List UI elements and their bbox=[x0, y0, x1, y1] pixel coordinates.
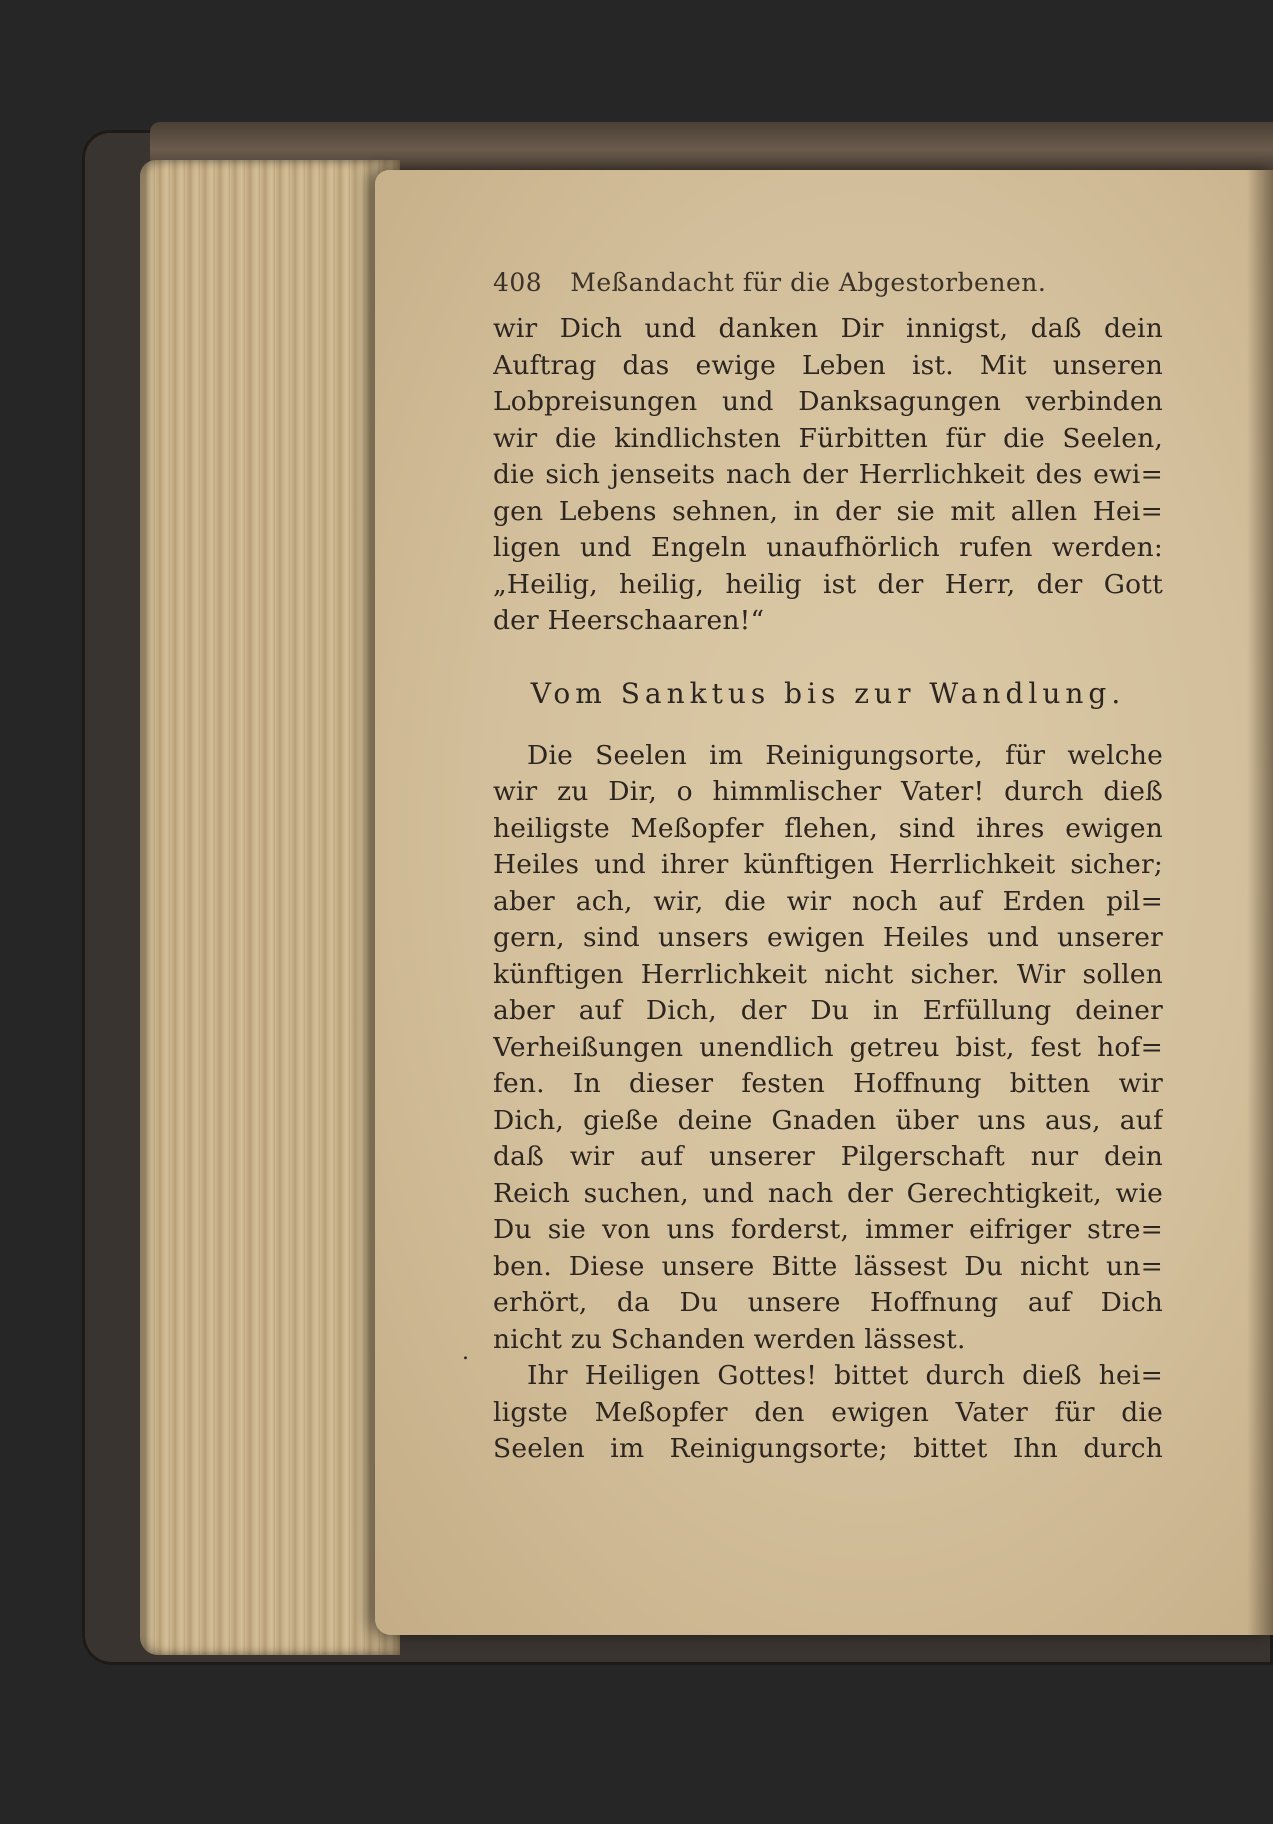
paragraph-2 bbox=[493, 738, 1163, 1359]
text-line: ligste Meßopfer den ewigen Vater für die bbox=[493, 1396, 1163, 1428]
margin-dot: . bbox=[462, 1340, 469, 1365]
text-line: ligen und Engeln unaufhörlich rufen werden: bbox=[493, 532, 1163, 563]
text-line: Lobpreisungen und Danksagungen verbinden bbox=[493, 386, 1163, 417]
text-line: heiligste Meßopfer flehen, sind ihres ewigen bbox=[493, 812, 1163, 844]
text-line: Auftrag das ewige Leben ist. Mit unseren bbox=[493, 349, 1163, 381]
text-line: gern, sind unsers ewigen Heiles und unserer bbox=[493, 922, 1163, 953]
text-line: Die Seelen im Reinigungsorte, für welche bbox=[527, 739, 1163, 771]
text-line: die sich jenseits nach der Herrlichkeit des ewi= bbox=[493, 459, 1163, 490]
text-line: wir Dich und danken Dir innigst, daß dein bbox=[493, 313, 1163, 344]
text-line: Du sie von uns forderst, immer eifriger stre= bbox=[493, 1214, 1163, 1245]
page-number: 408 bbox=[493, 268, 543, 297]
text-line: der Heerschaaren!“ bbox=[493, 605, 765, 636]
text-line: gen Lebens sehnen, in der sie mit allen Hei= bbox=[493, 495, 1163, 527]
text-line: Verheißungen unendlich getreu bist, fest hof= bbox=[493, 1031, 1163, 1063]
text-line: „Heilig, heilig, heilig ist der Herr, der Gott bbox=[493, 568, 1163, 600]
text-line: Seelen im Reinigungsorte; bittet Ihn durch bbox=[493, 1433, 1163, 1464]
text-line: aber ach, wir, die wir noch auf Erden pil= bbox=[493, 885, 1163, 917]
text-line: wir zu Dir, o himmlischer Vater! durch dieß bbox=[493, 776, 1163, 807]
running-head bbox=[493, 268, 1163, 297]
text-line: künftigen Herrlichkeit nicht sicher. Wir sollen bbox=[493, 958, 1163, 990]
text-line: fen. In dieser festen Hoffnung bitten wir bbox=[493, 1068, 1163, 1099]
section-heading: Vom Sanktus bis zur Wandlung. bbox=[530, 676, 1126, 710]
text-line: nicht zu Schanden werden lässest. bbox=[493, 1323, 966, 1355]
gutter-shadow bbox=[1247, 170, 1273, 1635]
book-page bbox=[375, 170, 1273, 1635]
paragraph-1 bbox=[493, 311, 1163, 640]
text-line: Heiles und ihrer künftigen Herrlichkeit sicher; bbox=[493, 849, 1163, 880]
text-line: daß wir auf unserer Pilgerschaft nur dein bbox=[493, 1141, 1163, 1172]
text-line: ben. Diese unsere Bitte lässest Du nicht un= bbox=[493, 1250, 1163, 1282]
paragraph-3 bbox=[493, 1358, 1163, 1468]
text-line: erhört, da Du unsere Hoffnung auf Dich bbox=[493, 1287, 1163, 1318]
text-line: Dich, gieße deine Gnaden über uns aus, auf bbox=[493, 1104, 1163, 1136]
text-block bbox=[493, 268, 1163, 1468]
text-line: Ihr Heiligen Gottes! bittet durch dieß hei= bbox=[527, 1360, 1163, 1391]
page-edges bbox=[140, 160, 400, 1655]
running-title: Meßandacht für die Abgestorbenen. bbox=[570, 268, 1047, 297]
text-line: aber auf Dich, der Du in Erfüllung deiner bbox=[493, 995, 1163, 1026]
text-line: Reich suchen, und nach der Gerechtigkeit, wie bbox=[493, 1177, 1163, 1209]
text-line: wir die kindlichsten Fürbitten für die Seelen, bbox=[493, 422, 1163, 454]
